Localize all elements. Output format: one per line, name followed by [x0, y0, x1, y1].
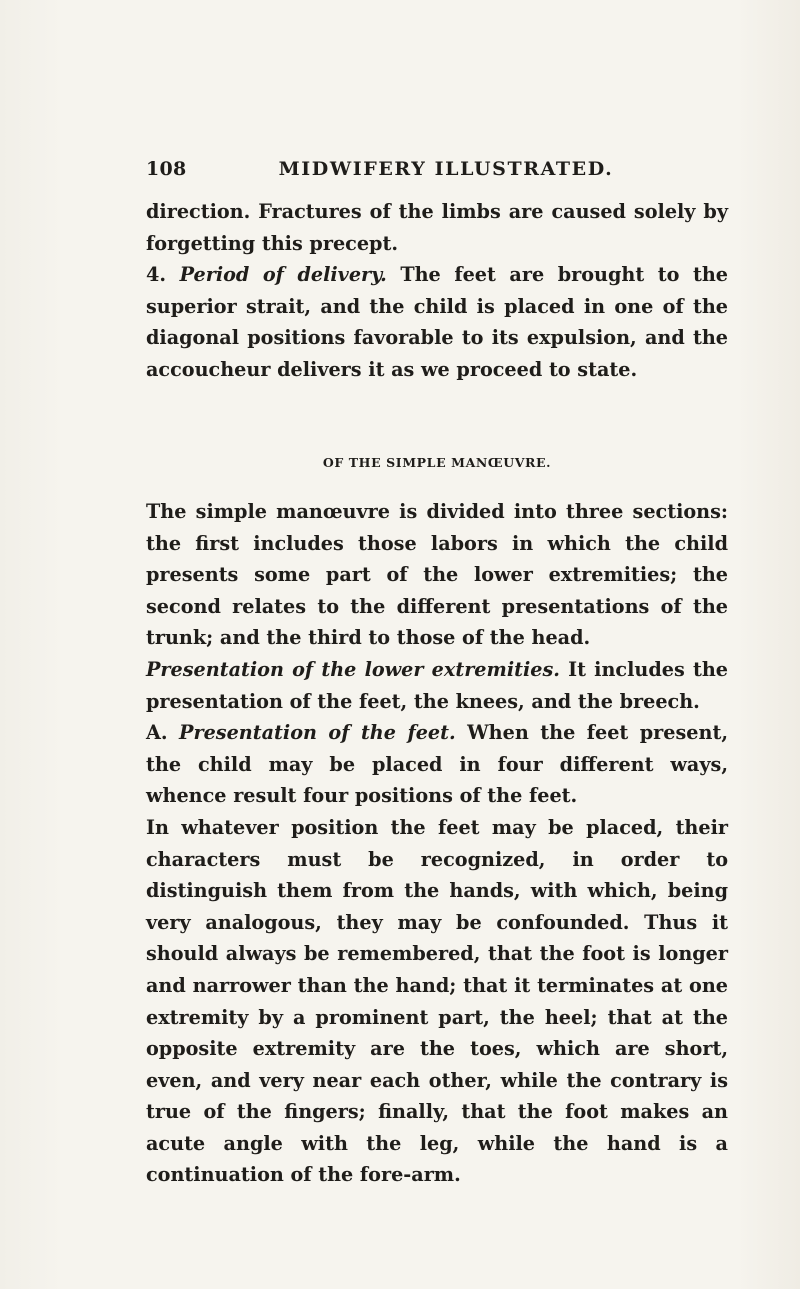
paragraph-text: In whatever position the feet may be placed, their characters must be recognized, in order to distinguish them from the hands, with which, being very analogous, they may be confounded. Thus it should always be remembered, that the foot is longer and narrower than the hand; that it terminates at one extremity by a prominent part, the heel; that at the opposite extremity are the toes, which are short, even, and very near each other, while the contrary is true of the fingers; finally, that the foot makes an acute angle with the leg, while the hand is a continuation of the fore-arm. [146, 815, 728, 1187]
paragraph-italic: Period of delivery. [179, 263, 387, 287]
paragraph [146, 654, 728, 717]
page-header [146, 158, 746, 188]
body-text-bottom [146, 496, 728, 1191]
paragraph-lead: A. [146, 721, 180, 745]
paragraph-text: direction. Fractures of the limbs are caused solely by forgetting this precept. [146, 200, 728, 255]
paragraph-lead: 4. [146, 263, 180, 287]
section-heading: OF THE SIMPLE MANŒUVRE. [322, 455, 552, 470]
paragraph [146, 259, 728, 385]
paragraph [146, 196, 728, 259]
paragraph [146, 812, 728, 1191]
paragraph-text: It includes the presentation of the feet, the knees, and the breech. [146, 657, 728, 713]
paragraph-italic: Presentation of the lower extremities. [146, 657, 560, 681]
running-head: MIDWIFERY ILLUSTRATED. [278, 158, 614, 180]
paragraph-text: When the feet present, the child may be placed in four different ways, whence result four positions of the feet. [146, 721, 728, 808]
paragraph [146, 496, 728, 654]
body-text-top [146, 196, 728, 386]
page-number: 108 [146, 158, 187, 180]
paragraph [146, 717, 728, 812]
paragraph-italic: Presentation of the feet. [179, 721, 456, 745]
paragraph-text: The simple manœuvre is divided into three sections: the first includes those labors in which the child presents some part of the lower extremities; the second relates to the different presentations of the trunk; and the third to those of the head. [146, 500, 728, 650]
paragraph-text: The feet are brought to the superior strait, and the child is placed in one of the diagonal positions favorable to its expulsion, and the accoucheur delivers it as we proceed to state. [146, 263, 728, 381]
